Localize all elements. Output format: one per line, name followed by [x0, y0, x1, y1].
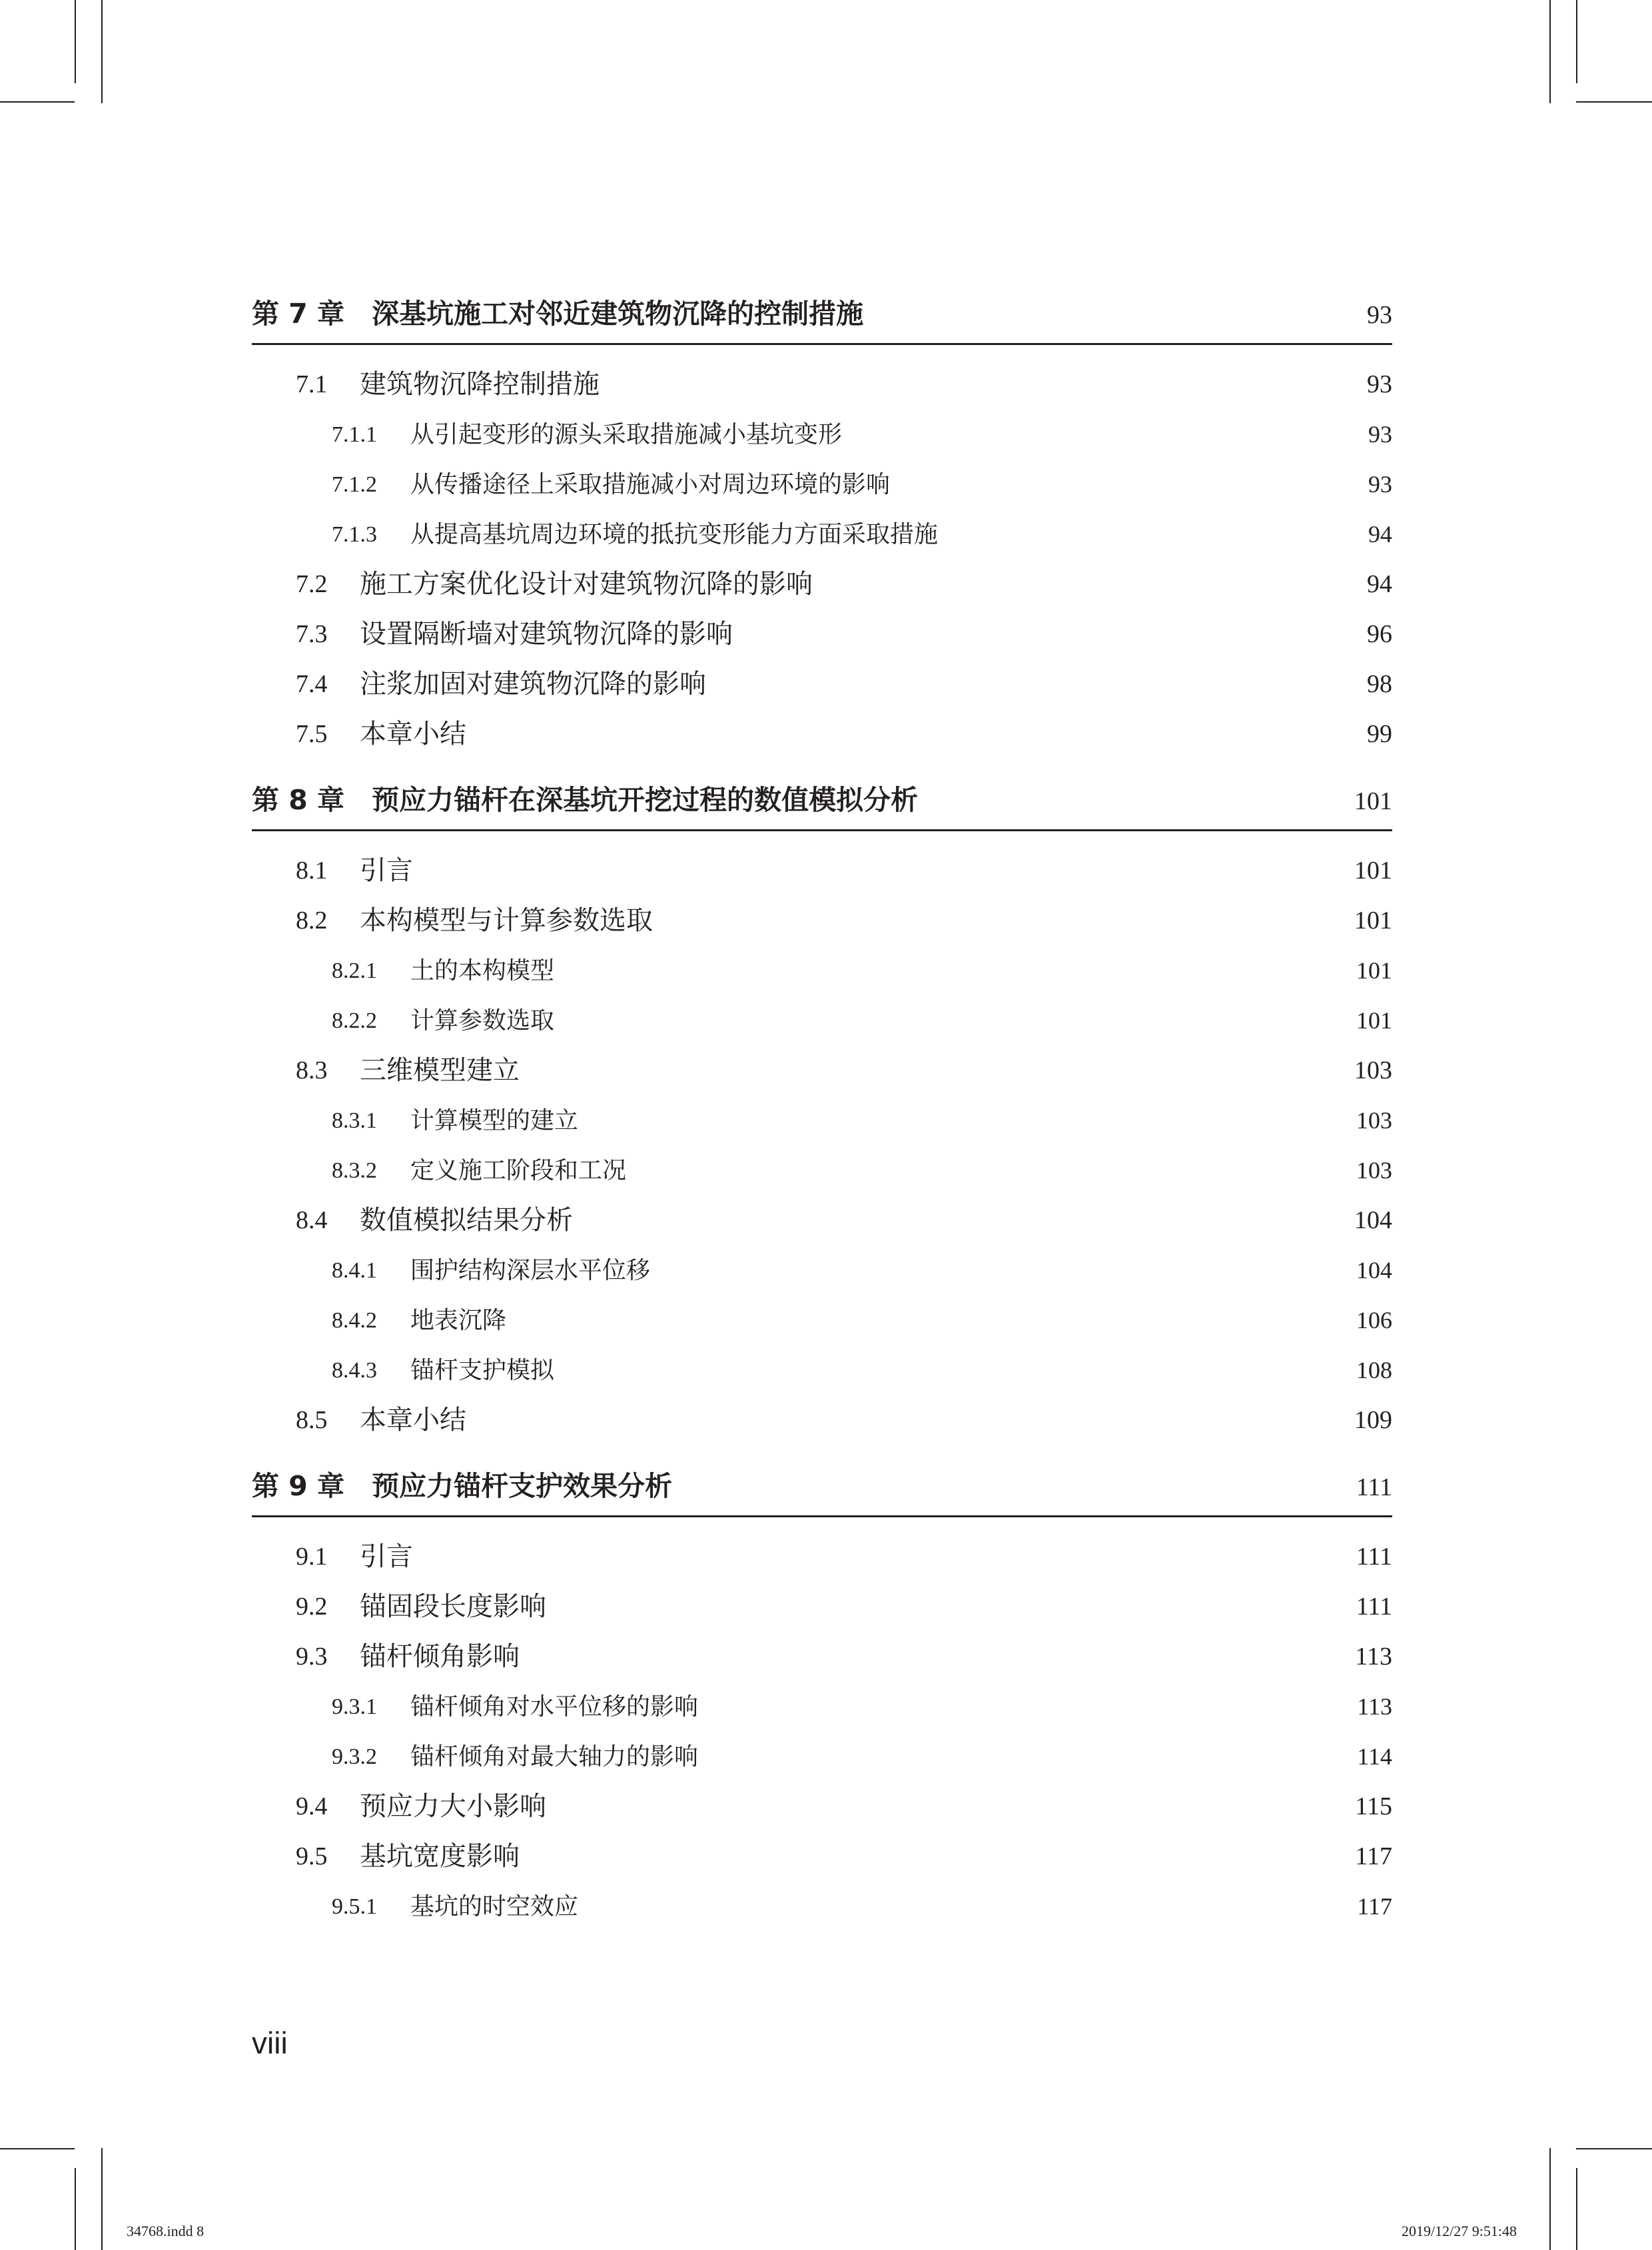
- entry-page-number: 111: [1356, 1593, 1392, 1621]
- entry-title: 预应力大小影响: [360, 1791, 546, 1822]
- chapter-title: 第 8 章 预应力锚杆在深基坑开挖过程的数值模拟分析: [252, 784, 919, 816]
- entry-page-number: 108: [1356, 1357, 1392, 1383]
- toc-section-entry[interactable]: [252, 1532, 1392, 1582]
- toc-section-entry[interactable]: [252, 846, 1392, 896]
- toc-subsection-entry[interactable]: [252, 1345, 1392, 1395]
- entry-number: 8.3.2: [332, 1158, 377, 1183]
- toc-section-entry[interactable]: [252, 1582, 1392, 1632]
- entry-title: 引言: [360, 855, 413, 886]
- entry-page-number: 99: [1367, 720, 1392, 748]
- toc-section-entry[interactable]: [252, 609, 1392, 659]
- entry-number: 9.2: [296, 1593, 328, 1621]
- entry-number: 8.4: [296, 1206, 328, 1234]
- entry-page-number: 101: [1354, 907, 1392, 935]
- toc-section-entry[interactable]: [252, 1196, 1392, 1246]
- entry-number: 8.5: [296, 1406, 328, 1434]
- entry-number: 7.2: [296, 570, 328, 598]
- crop-mark: [1576, 2168, 1577, 2250]
- entry-title: 施工方案优化设计对建筑物沉降的影响: [360, 569, 813, 599]
- toc-section-entry[interactable]: [252, 659, 1392, 709]
- toc-section-entry[interactable]: [252, 1782, 1392, 1832]
- chapter-page-number: 93: [1367, 301, 1392, 329]
- toc-subsection-entry[interactable]: [252, 996, 1392, 1046]
- entry-title: 锚杆倾角对最大轴力的影响: [410, 1743, 699, 1770]
- toc-subsection-entry[interactable]: [252, 1146, 1392, 1196]
- entry-page-number: 106: [1356, 1307, 1392, 1333]
- toc-subsection-entry[interactable]: [252, 946, 1392, 996]
- entry-page-number: 113: [1355, 1643, 1392, 1671]
- entry-page-number: 94: [1368, 521, 1392, 548]
- entry-page-number: 117: [1357, 1893, 1392, 1920]
- entry-title: 设置隔断墙对建筑物沉降的影响: [360, 619, 733, 649]
- entry-number: 9.3.2: [332, 1744, 377, 1769]
- entry-number: 7.3: [296, 620, 328, 648]
- chapter-heading[interactable]: [252, 779, 1392, 831]
- entry-page-number: 104: [1354, 1206, 1392, 1234]
- entry-page-number: 104: [1356, 1257, 1392, 1284]
- table-of-contents: [252, 293, 1392, 1932]
- entry-title: 三维模型建立: [360, 1055, 520, 1086]
- entry-number: 9.3: [296, 1643, 328, 1671]
- entry-title: 从提高基坑周边环境的抵抗变形能力方面采取措施: [410, 521, 939, 548]
- entry-title: 土的本构模型: [410, 957, 555, 984]
- toc-subsection-entry[interactable]: [252, 1682, 1392, 1732]
- toc-subsection-entry[interactable]: [252, 1732, 1392, 1782]
- entry-page-number: 103: [1354, 1056, 1392, 1084]
- entry-page-number: 96: [1367, 620, 1392, 648]
- toc-section-entry[interactable]: [252, 1046, 1392, 1096]
- entry-number: 7.1: [296, 370, 328, 398]
- entry-number: 7.1.1: [332, 422, 377, 447]
- entry-number: 8.4.2: [332, 1308, 377, 1333]
- entry-title: 锚杆倾角影响: [360, 1641, 520, 1672]
- entry-number: 8.2: [296, 907, 328, 935]
- entry-page-number: 114: [1357, 1743, 1392, 1770]
- entry-title: 本章小结: [360, 719, 466, 749]
- crop-mark: [75, 2168, 76, 2250]
- entry-number: 8.4.1: [332, 1258, 377, 1283]
- toc-section-entry[interactable]: [252, 360, 1392, 410]
- entry-page-number: 93: [1367, 370, 1392, 398]
- chapter-spacer: [252, 1445, 1392, 1465]
- chapter-spacer: [252, 759, 1392, 779]
- entry-title: 引言: [360, 1541, 413, 1572]
- entry-page-number: 109: [1354, 1406, 1392, 1434]
- entry-title: 地表沉降: [410, 1307, 507, 1334]
- toc-subsection-entry[interactable]: [252, 460, 1392, 510]
- chapter-page-number: 111: [1356, 1473, 1392, 1501]
- toc-section-entry[interactable]: [252, 1832, 1392, 1882]
- entry-page-number: 101: [1356, 957, 1392, 984]
- entry-number: 9.1: [296, 1543, 328, 1571]
- crop-mark: [75, 0, 76, 83]
- crop-mark: [101, 2148, 103, 2250]
- crop-mark: [1549, 2148, 1551, 2250]
- entry-number: 9.5: [296, 1842, 328, 1870]
- entry-number: 7.1.2: [332, 472, 377, 497]
- crop-mark: [1576, 101, 1652, 103]
- entry-page-number: 117: [1355, 1842, 1392, 1870]
- entry-page-number: 103: [1356, 1107, 1392, 1134]
- entry-title: 基坑的时空效应: [410, 1893, 579, 1920]
- entry-number: 7.4: [296, 670, 328, 698]
- crop-mark: [101, 0, 103, 103]
- entry-number: 9.3.1: [332, 1694, 377, 1719]
- entry-page-number: 101: [1356, 1007, 1392, 1034]
- entry-title: 锚杆支护模拟: [410, 1357, 555, 1384]
- entry-page-number: 93: [1368, 471, 1392, 498]
- toc-subsection-entry[interactable]: [252, 1096, 1392, 1146]
- entry-number: 9.4: [296, 1792, 328, 1820]
- entry-page-number: 93: [1368, 421, 1392, 448]
- crop-mark: [0, 101, 75, 103]
- crop-mark: [0, 2148, 75, 2149]
- entry-number: 7.5: [296, 720, 328, 748]
- entry-page-number: 115: [1355, 1792, 1392, 1820]
- entry-page-number: 113: [1357, 1693, 1392, 1720]
- slug-file-info: 34768.indd 8: [127, 2223, 205, 2239]
- chapter-heading[interactable]: [252, 293, 1392, 345]
- entry-title: 基坑宽度影响: [360, 1841, 520, 1872]
- entry-title: 从引起变形的源头采取措施减小基坑变形: [410, 421, 843, 448]
- toc-subsection-entry[interactable]: [252, 510, 1392, 560]
- entry-title: 计算模型的建立: [410, 1107, 579, 1134]
- crop-mark: [1576, 2148, 1652, 2149]
- entry-number: 8.2.2: [332, 1008, 377, 1033]
- entry-number: 8.2.1: [332, 958, 377, 983]
- toc-subsection-entry[interactable]: [252, 1296, 1392, 1345]
- chapter-heading[interactable]: [252, 1465, 1392, 1517]
- entry-title: 围护结构深层水平位移: [410, 1257, 651, 1284]
- entry-title: 计算参数选取: [410, 1007, 555, 1034]
- entry-page-number: 103: [1356, 1157, 1392, 1184]
- chapter-title: 第 7 章 深基坑施工对邻近建筑物沉降的控制措施: [252, 298, 864, 330]
- entry-number: 8.1: [296, 857, 328, 885]
- entry-number: 8.4.3: [332, 1358, 377, 1383]
- toc-subsection-entry[interactable]: [252, 1246, 1392, 1296]
- crop-mark: [1549, 0, 1551, 103]
- toc-section-entry[interactable]: [252, 709, 1392, 759]
- entry-title: 锚杆倾角对水平位移的影响: [410, 1693, 699, 1720]
- entry-page-number: 98: [1367, 670, 1392, 698]
- entry-title: 数值模拟结果分析: [360, 1205, 573, 1236]
- toc-subsection-entry[interactable]: [252, 410, 1392, 460]
- entry-title: 锚固段长度影响: [360, 1591, 546, 1622]
- crop-mark: [1576, 0, 1577, 83]
- entry-title: 本章小结: [360, 1405, 466, 1435]
- toc-subsection-entry[interactable]: [252, 1882, 1392, 1932]
- entry-page-number: 101: [1354, 857, 1392, 885]
- entry-number: 9.5.1: [332, 1894, 377, 1919]
- page-folio: viii: [252, 2026, 288, 2060]
- entry-number: 8.3: [296, 1056, 328, 1084]
- entry-title: 从传播途径上采取措施减小对周边环境的影响: [410, 471, 891, 498]
- entry-number: 7.1.3: [332, 522, 377, 547]
- entry-page-number: 94: [1367, 570, 1392, 598]
- toc-section-entry[interactable]: [252, 1395, 1392, 1445]
- chapter-page-number: 101: [1354, 787, 1392, 815]
- entry-title: 本构模型与计算参数选取: [360, 905, 653, 936]
- entry-number: 8.3.1: [332, 1108, 377, 1133]
- entry-title: 定义施工阶段和工况: [410, 1157, 627, 1184]
- chapter-title: 第 9 章 预应力锚杆支护效果分析: [252, 1470, 673, 1502]
- entry-title: 注浆加固对建筑物沉降的影响: [360, 669, 706, 699]
- toc-section-entry[interactable]: [252, 560, 1392, 609]
- entry-page-number: 111: [1356, 1543, 1392, 1571]
- slug-timestamp: 2019/12/27 9:51:48: [1402, 2223, 1517, 2239]
- toc-section-entry[interactable]: [252, 1632, 1392, 1682]
- toc-section-entry[interactable]: [252, 896, 1392, 946]
- entry-title: 建筑物沉降控制措施: [360, 369, 600, 400]
